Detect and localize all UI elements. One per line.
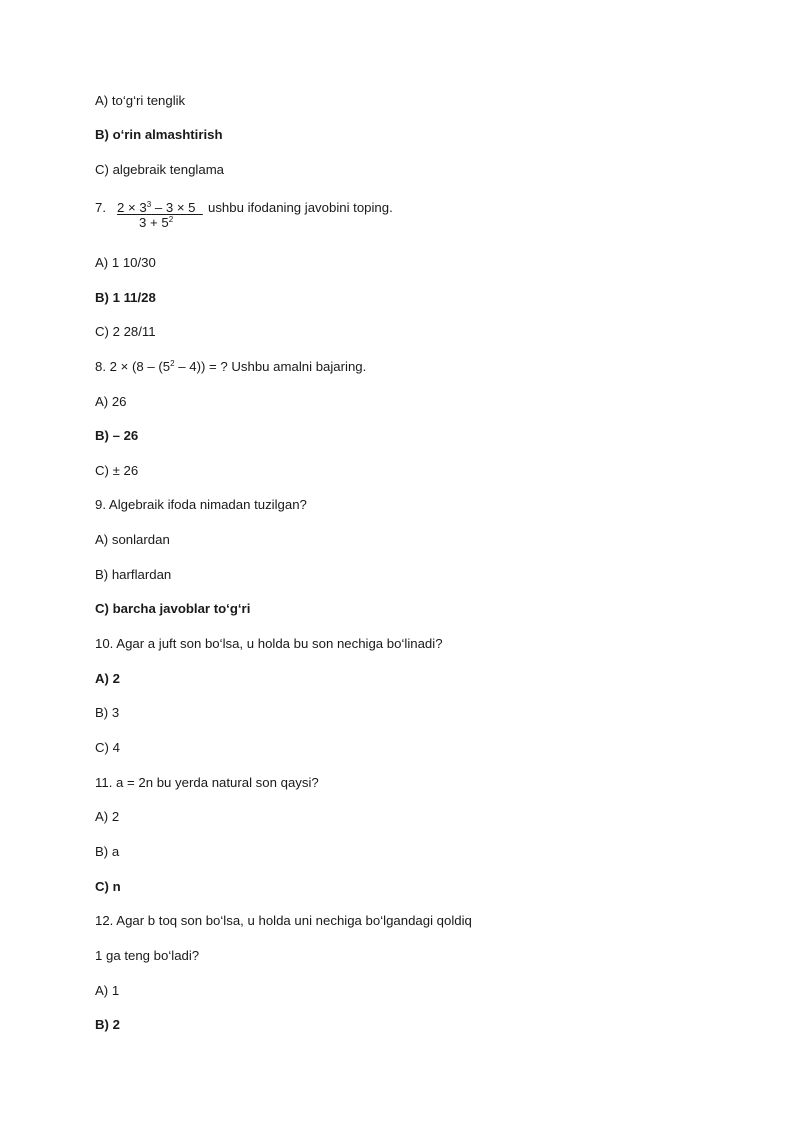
- correct-answer-option: A) 2: [95, 671, 120, 686]
- answer-option: A) to‘g‘ri tenglik: [95, 93, 186, 108]
- answer-option: A) 1 10/30: [95, 255, 156, 270]
- correct-answer-option: B) 2: [95, 1017, 120, 1032]
- answer-option: B) 3: [95, 705, 120, 720]
- question-9: 9. Algebraik ifoda nimadan tuzilgan?: [95, 497, 307, 512]
- question-11: 11. a = 2n bu yerda natural son qaysi?: [95, 775, 319, 790]
- correct-answer-option: C) n: [95, 879, 121, 894]
- answer-option: A) 1: [95, 983, 120, 998]
- correct-answer-option: C) barcha javoblar to‘g‘ri: [95, 601, 251, 616]
- answer-option: A) 26: [95, 394, 127, 409]
- fraction-denominator: $3 + 5^2$: [139, 215, 174, 230]
- correct-answer-option: B) – 26: [95, 428, 139, 443]
- question-12: 12. Agar b toq son bo‘lsa, u holda uni nechiga bo‘lgandagi qoldiq: [95, 913, 472, 928]
- question-8: 8. $2 \times (8 - (5^2 - 4))$ = ? Ushbu amalni bajaring.: [95, 359, 367, 374]
- answer-option: C) algebraik tenglama: [95, 162, 225, 177]
- answer-option: B) a: [95, 844, 120, 859]
- question-text: ushbu ifodaning javobini toping.: [208, 200, 393, 215]
- answer-option: A) 2: [95, 809, 120, 824]
- correct-answer-option: B) 1 11/28: [95, 290, 156, 305]
- question-10: 10. Agar a juft son bo‘lsa, u holda bu son nechiga bo‘linadi?: [95, 636, 443, 651]
- answer-option: C) ± 26: [95, 463, 139, 478]
- answer-option: C) 4: [95, 740, 120, 755]
- question-12-continued: 1 ga teng bo‘ladi?: [95, 948, 200, 963]
- question-number: 7.: [95, 200, 106, 215]
- answer-option: B) harflardan: [95, 567, 172, 582]
- answer-option: C) 2 28/11: [95, 324, 156, 339]
- fraction-numerator: $2 \times 3^3 - 3 \times 5$: [117, 200, 203, 215]
- correct-answer-option: B) o‘rin almashtirish: [95, 127, 223, 142]
- answer-option: A) sonlardan: [95, 532, 170, 547]
